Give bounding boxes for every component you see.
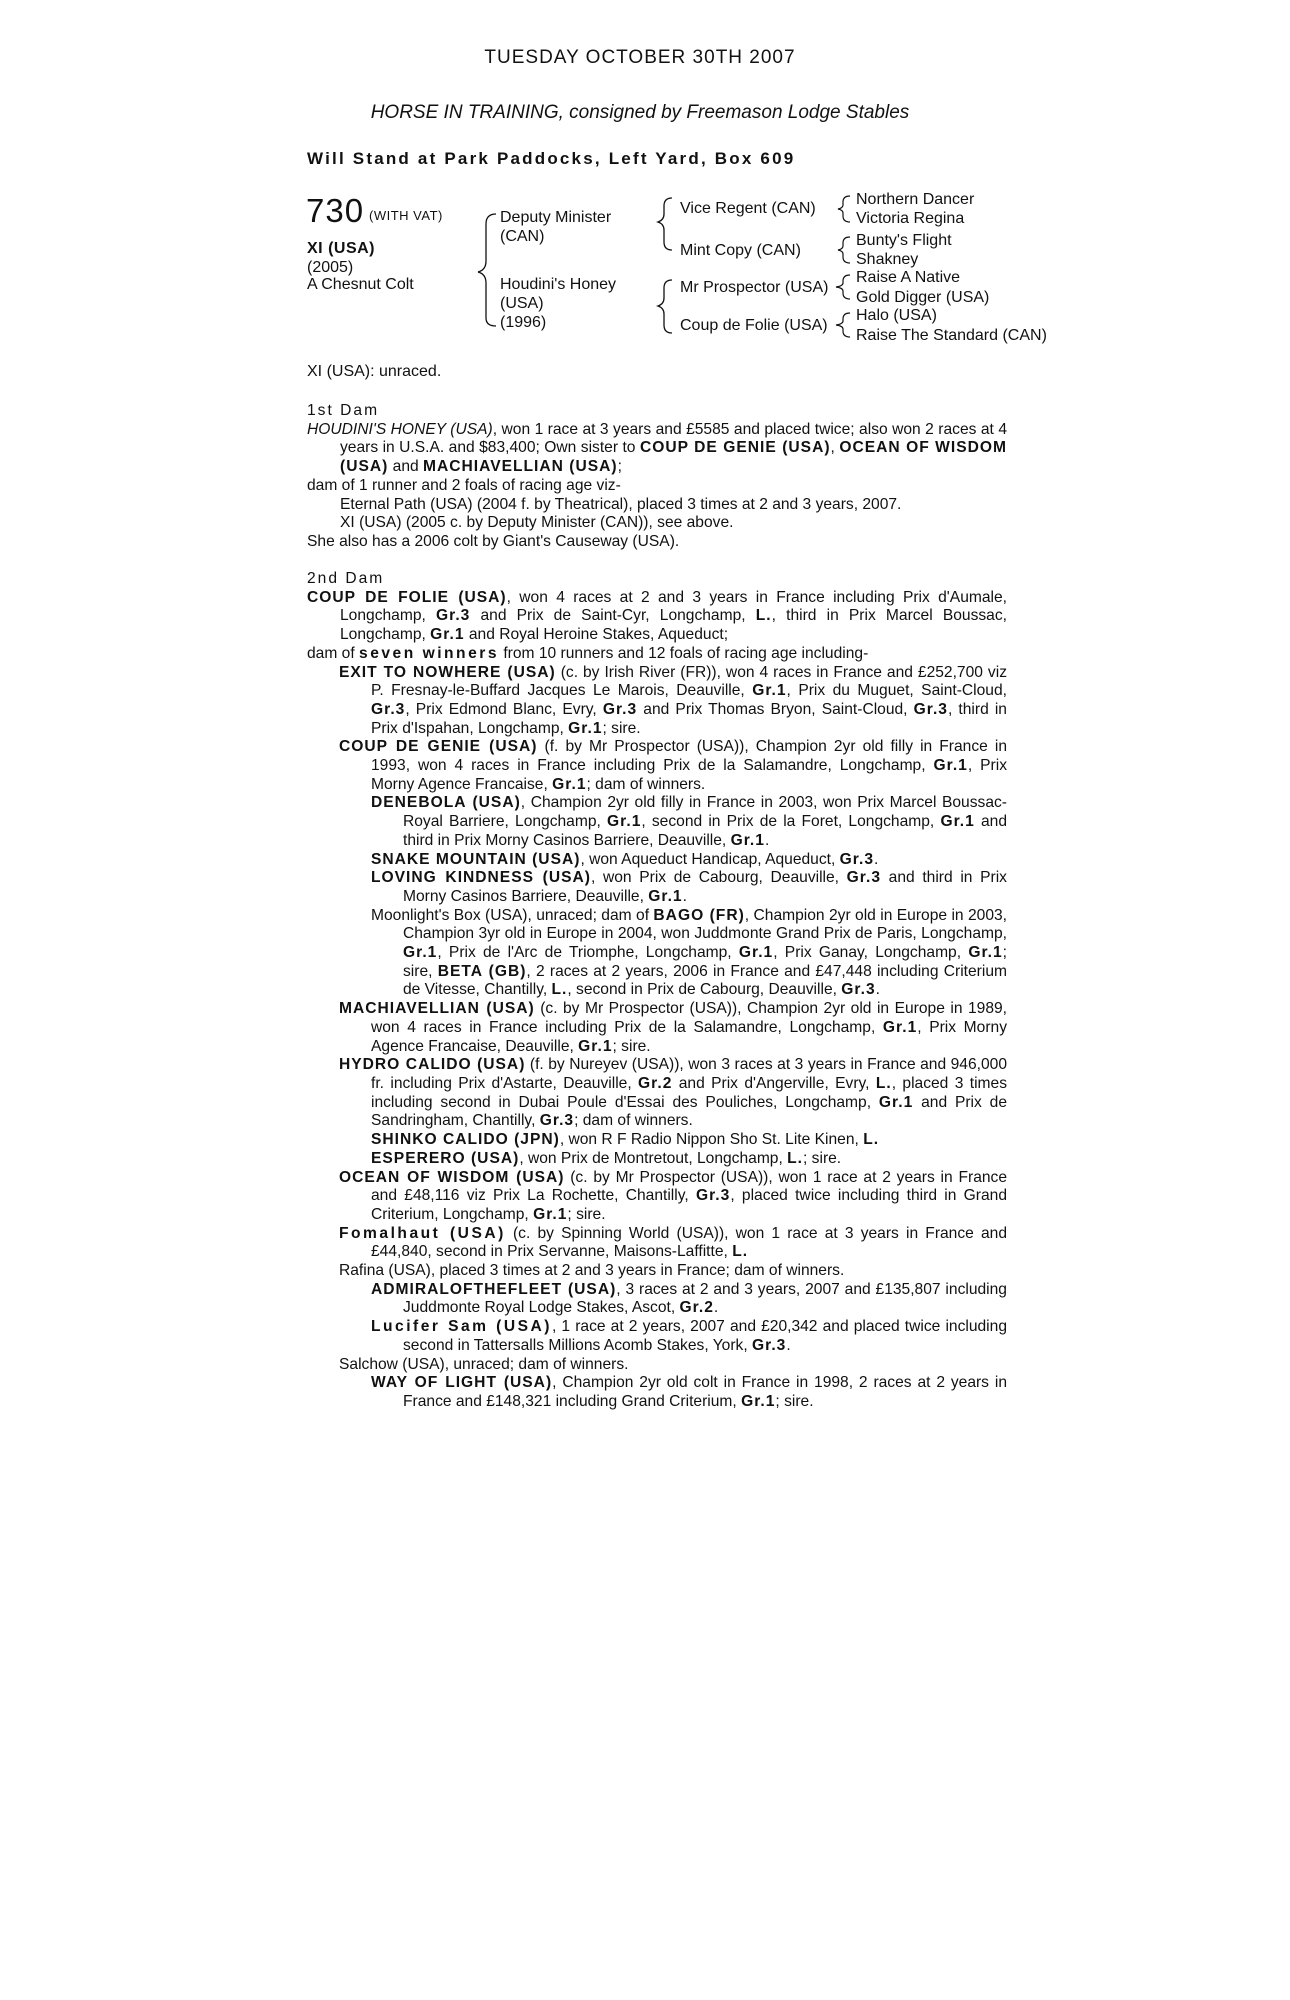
grade: L. [863, 1131, 880, 1149]
text: and Prix Thomas Bryon, Saint-Cloud, [637, 700, 914, 718]
pedigree-sire-dam: Mint Copy (CAN) [680, 242, 801, 259]
grade: Gr.1 [738, 944, 774, 962]
second-dam-name: COUP DE FOLIE (USA) [307, 588, 507, 606]
produce-entry [307, 1374, 1007, 1411]
grade: Gr.1 [968, 944, 1003, 962]
text: , Champion 2yr old in Europe in 2003, Champion 3yr old in Europe in 2004, won Juddmonte Grand Prix de Paris, Longchamp, [403, 906, 1007, 943]
grade: L. [875, 1074, 892, 1092]
first-dam-also: She also has a 2006 colt by Giant's Causeway (USA). [307, 532, 680, 550]
grade: Gr.1 [552, 775, 587, 793]
grade: L. [732, 1243, 749, 1261]
text: , won 4 races at 2 and 3 years in France including Prix d'Aumale, Longchamp, [340, 588, 1007, 625]
text: , 2 races at 2 years, 2006 in France and £47,448 including Criterium de Vitesse, Chantilly, [403, 962, 1007, 999]
horse-name: BETA (GB) [437, 962, 527, 980]
produce-entry [307, 664, 1007, 739]
produce-entry [307, 1131, 1007, 1150]
text: (c. by Irish River (FR)), won 4 races in France and £252,700 viz P. Fresnay-le-Buffard Jacques Le Marois, Deauville, [371, 663, 1007, 700]
pedigree-g3-6: Gold Digger (USA) [856, 289, 990, 306]
pedigree-g3-2: Victoria Regina [856, 210, 965, 227]
horse-name: OCEAN OF WISDOM (USA) [339, 1168, 565, 1186]
grade: Gr.1 [878, 1093, 914, 1111]
text: . [764, 831, 770, 849]
text: from 10 runners and 12 foals of racing age including- [499, 644, 869, 662]
horse-name: ESPERERO (USA) [371, 1149, 520, 1167]
pedigree-g3-3: Bunty's Flight [856, 232, 952, 249]
horse-name: ADMIRALOFTHEFLEET (USA) [371, 1280, 617, 1298]
produce-entry [307, 738, 1007, 794]
produce-entry [307, 1281, 1007, 1318]
second-dam-section [307, 570, 1007, 1412]
grade: Gr.3 [841, 981, 876, 999]
first-dam-foal: XI (USA) (2005 c. by Deputy Minister (CAN)), see above. [340, 514, 734, 532]
consignment-line: HORSE IN TRAINING, consigned by Freemason Lodge Stables [370, 102, 910, 123]
text: (c. by Mr Prospector (USA)), Champion 2yr old in Europe in 1989, won 4 races in France including Prix de la Salamandre, Longchamp, [371, 1000, 1007, 1036]
horse-name: SNAKE MOUNTAIN (USA) [371, 850, 581, 868]
text: (f. by Nureyev (USA)), won 3 races at 3 years in France and 946,000 fr. including Prix d'Astarte, Deauville, [371, 1056, 1007, 1092]
grade: Gr.3 [371, 700, 406, 718]
pedigree-dam-line2: (USA) [500, 295, 544, 312]
produce-entry [307, 1318, 1007, 1355]
grade: Gr.1 [607, 813, 642, 831]
text: and [388, 458, 423, 476]
produce-entry: Salchow (USA), unraced; dam of winners. [339, 1355, 629, 1373]
text: , placed twice including third in Grand Criterium, Longchamp, [371, 1187, 1007, 1223]
grade: Gr.1 [403, 944, 438, 962]
produce-entry [307, 794, 1007, 850]
grade: Gr.3 [539, 1112, 575, 1130]
pedigree-g3-8: Raise The Standard (CAN) [856, 327, 1047, 344]
pedigree-g3-1: Northern Dancer [856, 191, 975, 208]
produce-entry [307, 1056, 1007, 1131]
sibling-name: COUP DE GENIE (USA) [639, 439, 831, 457]
text: ; sire. [775, 1392, 814, 1410]
produce-entry [307, 907, 1007, 1001]
grade: Gr.1 [730, 831, 765, 849]
text: (f. by Mr Prospector (USA)), Champion 2yr old filly in France in 1993, won 4 races in France including Prix de la Salamandre, Longchamp, [371, 738, 1007, 775]
grade: Gr.1 [933, 757, 968, 775]
text: ; dam of winners. [586, 775, 706, 793]
horse-name: HYDRO CALIDO (USA) [339, 1056, 526, 1074]
produce-entry [307, 1000, 1007, 1056]
text: and Prix d'Angerville, Evry, [672, 1074, 876, 1092]
grade: Gr.1 [430, 626, 465, 644]
text: , third in Prix Marcel Boussac, Longchamp, [340, 607, 1007, 644]
grade: Gr.1 [940, 813, 975, 831]
horse-name: WAY OF LIGHT (USA) [371, 1374, 553, 1392]
text: dam of [307, 644, 360, 662]
text: . [682, 887, 687, 905]
horse-name: XI (USA) [307, 240, 375, 257]
horse-name: Fomalhaut (USA) [339, 1224, 506, 1242]
grade: Gr.3 [913, 700, 948, 718]
text: , Prix Ganay, Longchamp, [773, 944, 969, 962]
text: (c. by Spinning World (USA)), won 1 race at 3 years in France and £44,840, second in Prix Servanne, Maisons-Laffitte, [371, 1224, 1007, 1261]
text: . [875, 981, 880, 999]
first-dam-section [307, 402, 1007, 552]
pedigree-sire-sire: Vice Regent (CAN) [680, 200, 816, 217]
grade: Gr.1 [741, 1392, 776, 1410]
horse-name: SHINKO CALIDO (JPN) [371, 1131, 560, 1149]
text: ; sire. [803, 1149, 842, 1167]
pedigree-sire: Deputy Minister (CAN) [500, 209, 612, 245]
grade: L. [551, 981, 568, 999]
second-dam-heading: 2nd Dam [307, 570, 385, 587]
text: and Prix de Saint-Cyr, Longchamp, [470, 607, 756, 625]
text: , [830, 439, 840, 457]
pedigree-g3-5: Raise A Native [856, 269, 961, 286]
race-record: XI (USA): unraced. [307, 363, 442, 380]
text: ; dam of winners. [574, 1112, 693, 1130]
text: . [874, 850, 879, 868]
grade: Gr.3 [695, 1187, 731, 1205]
horse-name: LOVING KINDNESS (USA) [371, 869, 591, 887]
text: and third in Prix Morny Casinos Barriere, Deauville, [403, 869, 1007, 905]
second-dam-produce-summary [307, 645, 1007, 664]
text: , 1 race at 2 years, 2007 and £20,342 and placed twice including second in Tattersalls Millions Acomb Stakes, York, [403, 1318, 1007, 1354]
text: , Prix Edmond Blanc, Evry, [405, 700, 603, 718]
grade: Gr.2 [679, 1299, 714, 1317]
grade: Gr.3 [602, 700, 638, 718]
grade: Gr.1 [882, 1018, 918, 1036]
sale-date: TUESDAY OCTOBER 30TH 2007 [484, 47, 796, 68]
sibling-name: OCEAN OF WISDOM (USA) [340, 439, 1008, 476]
text: and third in Prix Morny Casinos Barriere, Deauville, [403, 813, 1007, 849]
text: , 3 races at 2 and 3 years, 2007 and £135,807 including Juddmonte Royal Lodge Stakes, Ascot, [403, 1280, 1007, 1317]
pedigree-g3-7: Halo (USA) [856, 307, 937, 324]
horse-name: MACHIAVELLIAN (USA) [339, 1000, 535, 1018]
text: , third in Prix d'Ispahan, Longchamp, [371, 700, 1007, 737]
produce-entry [307, 1169, 1007, 1225]
horse-name: Lucifer Sam (USA) [371, 1318, 552, 1336]
horse-name: EXIT TO NOWHERE (USA) [339, 663, 556, 681]
text: , won Prix de Montretout, Longchamp, [519, 1149, 788, 1167]
text: . [786, 1336, 791, 1354]
stabling-location: Will Stand at Park Paddocks, Left Yard, Box 609 [307, 149, 796, 168]
vat-note: (WITH VAT) [369, 208, 443, 223]
text: ; sire. [602, 719, 641, 737]
grade: Gr.1 [568, 719, 603, 737]
horse-name: BAGO (FR) [653, 906, 745, 924]
foaling-year: (2005) [307, 259, 354, 276]
text: ; sire, [403, 944, 1007, 980]
grade: Gr.3 [846, 869, 882, 887]
pedigree-dam-line1: Houdini's Honey [500, 276, 617, 293]
text: , placed 3 times including second in Dubai Poule d'Essai des Pouliches, Longchamp, [371, 1074, 1007, 1111]
text: , second in Prix de Cabourg, Deauville, [567, 981, 842, 999]
grade: L. [787, 1149, 804, 1167]
pedigree-dam-dam: Coup de Folie (USA) [680, 317, 828, 334]
produce-entry [307, 1225, 1007, 1262]
text: , Prix de l'Arc de Triomphe, Longchamp, [437, 944, 739, 962]
grade: Gr.2 [638, 1074, 673, 1092]
produce-entry [307, 869, 1007, 906]
grade: Gr.1 [578, 1037, 613, 1055]
grade: L. [755, 607, 772, 625]
text: and Royal Heroine Stakes, Aqueduct; [464, 626, 729, 644]
grade: Gr.1 [752, 682, 787, 700]
first-dam-name: HOUDINI'S HONEY (USA) [307, 420, 493, 438]
grade: Gr.1 [533, 1205, 568, 1223]
produce-entry [307, 851, 1007, 870]
produce-entry [307, 1150, 1007, 1169]
sibling-name: MACHIAVELLIAN (USA) [423, 458, 618, 476]
text: (c. by Mr Prospector (USA)), won 1 race at 2 years in France and £48,116 viz Prix La Rochette, Chantilly, [371, 1168, 1008, 1205]
first-dam-record [307, 421, 1007, 477]
text: ; sire. [567, 1205, 606, 1223]
first-dam-produce-summary: dam of 1 runner and 2 foals of racing age viz- [307, 476, 621, 494]
grade: Gr.3 [435, 607, 471, 625]
horse-description: A Chesnut Colt [307, 276, 414, 293]
text: Moonlight's Box (USA), unraced; dam of [371, 906, 654, 924]
text: , Prix Morny Agence Francaise, Deauville, [371, 1018, 1007, 1055]
text: , Prix du Muguet, Saint-Cloud, [786, 682, 1007, 700]
text: , Champion 2yr old colt in France in 1998, 2 races at 2 years in France and £148,321 including Grand Criterium, [403, 1374, 1007, 1410]
text: , Champion 2yr old filly in France in 2003, won Prix Marcel Boussac-Royal Barriere, Longchamp, [403, 794, 1007, 831]
text: . [713, 1299, 719, 1317]
text: , won Prix de Cabourg, Deauville, [590, 869, 847, 887]
first-dam-foal: Eternal Path (USA) (2004 f. by Theatrical), placed 3 times at 2 and 3 years, 2007. [340, 495, 902, 513]
pedigree-dam-sire: Mr Prospector (USA) [680, 279, 829, 296]
text: ; [617, 458, 622, 476]
produce-entry: Rafina (USA), placed 3 times at 2 and 3 years in France; dam of winners. [339, 1262, 845, 1280]
grade: Gr.3 [752, 1336, 787, 1354]
text: , won Aqueduct Handicap, Aqueduct, [580, 850, 840, 868]
text: , Prix Morny Agence Francaise, [371, 757, 1007, 793]
pedigree-g3-4: Shakney [856, 251, 919, 268]
second-dam-record [307, 589, 1007, 645]
horse-name: DENEBOLA (USA) [371, 794, 521, 812]
grade: Gr.1 [648, 887, 683, 905]
lot-number: 730 [306, 192, 365, 229]
horse-name: COUP DE GENIE (USA) [339, 738, 538, 756]
pedigree-brackets [0, 0, 1290, 360]
pedigree-dam-line3: (1996) [500, 314, 547, 331]
winners-count: seven winners [359, 644, 499, 662]
text: , won 1 race at 3 years and £5585 and placed twice; also won 2 races at 4 years in U.S.A. and $83,400; Own sister to [340, 420, 1007, 457]
first-dam-heading: 1st Dam [307, 402, 380, 419]
text: and Prix de Sandringham, Chantilly, [371, 1093, 1008, 1130]
text: ; sire. [612, 1037, 651, 1055]
grade: Gr.3 [839, 850, 874, 868]
text: , second in Prix de la Foret, Longchamp, [641, 813, 941, 831]
text: , won R F Radio Nippon Sho St. Lite Kinen, [559, 1131, 864, 1149]
